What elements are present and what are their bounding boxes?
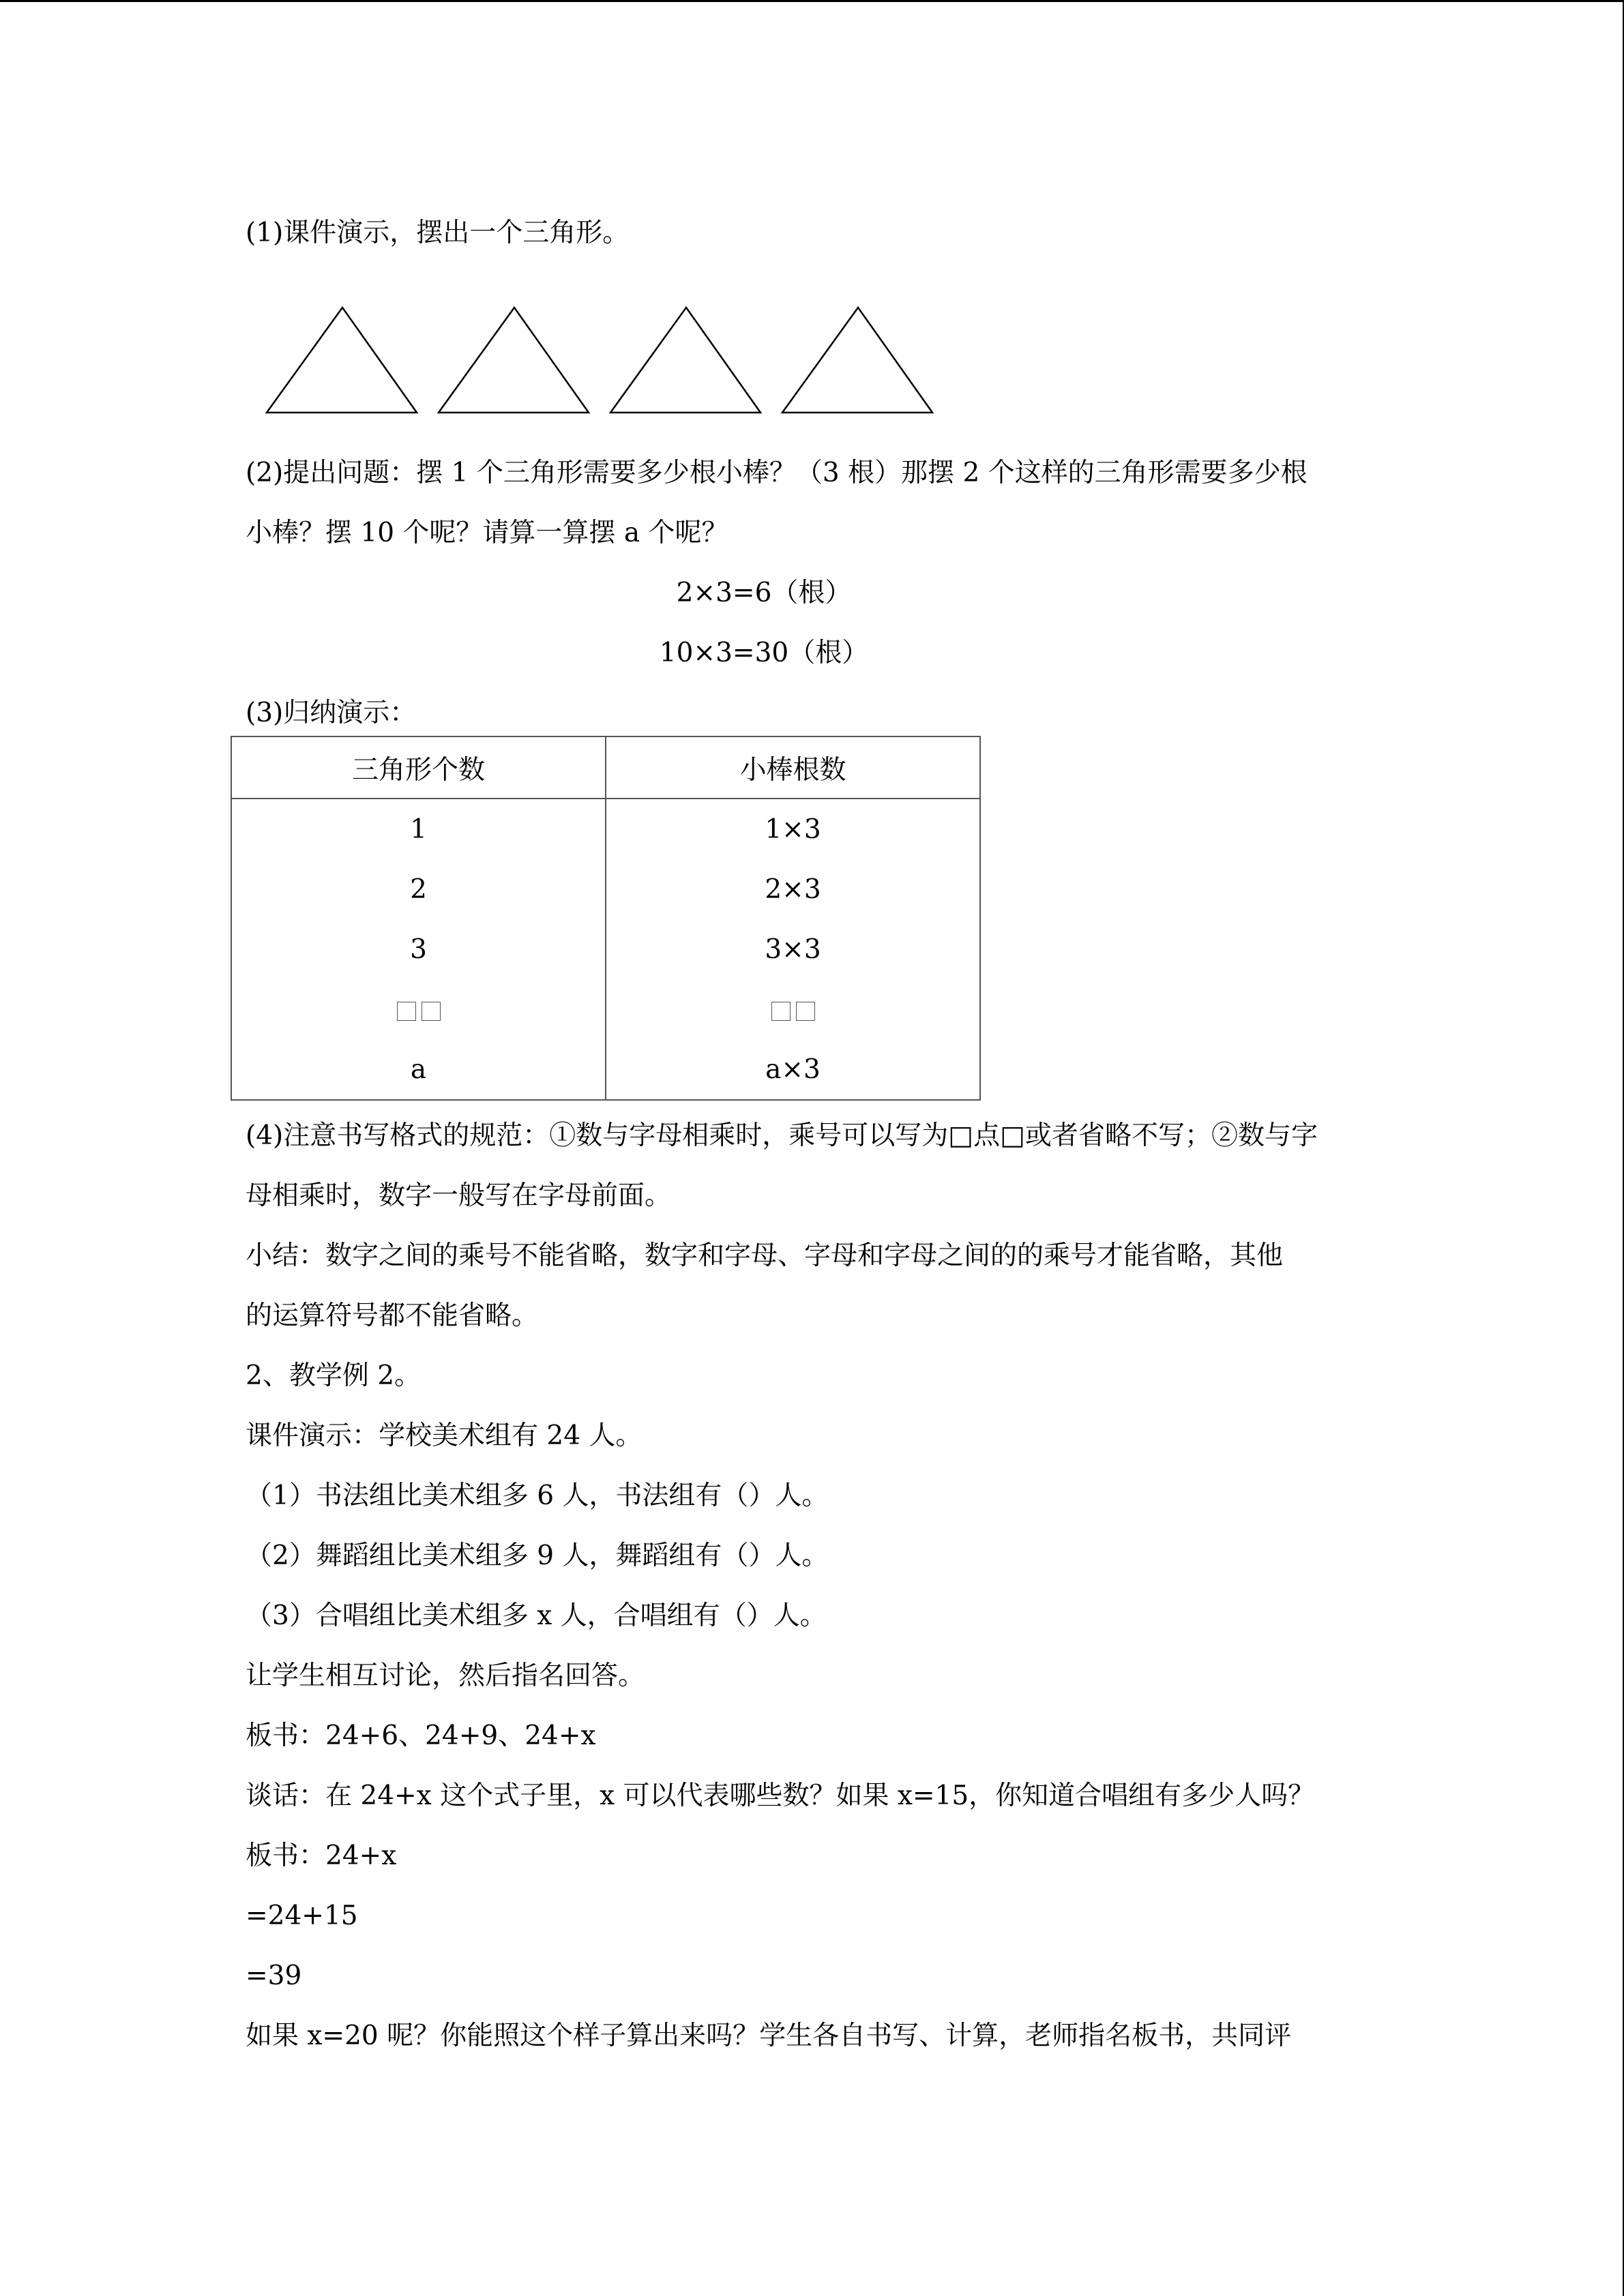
example-2-intro: 课件演示：学校美术组有 24 人。 (246, 1420, 643, 1451)
discussion-note: 让学生相互讨论，然后指名回答。 (246, 1660, 645, 1691)
table-cell: 1×3 (606, 799, 980, 859)
table-cell: 2×3 (606, 859, 980, 919)
table-cell: 1 (231, 799, 606, 859)
triangle-2 (439, 308, 589, 413)
paragraph-4-line-1: (4)注意书写格式的规范：①数与字母相乘时，乘号可以写为□点□或者省略不写；②数与字 (246, 1120, 1318, 1151)
table-cell: 2 (231, 859, 606, 919)
talk-note: 谈话：在 24+x 这个式子里，x 可以代表哪些数？如果 x=15，你知道合唱组有多少人吗？ (246, 1780, 1315, 1811)
calculation-step-1: =24+15 (246, 1900, 358, 1931)
paragraph-3: (3)归纳演示： (246, 698, 417, 728)
example-2-title: 2、教学例 2。 (246, 1360, 422, 1391)
board-note-2: 板书：24+x (246, 1840, 397, 1871)
placeholder-cell (231, 979, 606, 1039)
placeholder-box-icon (796, 1002, 815, 1021)
calculation-step-2: =39 (246, 1960, 302, 1991)
placeholder-box-icon (771, 1002, 791, 1021)
summary-line-1: 小结：数字之间的乘号不能省略，数字和字母、字母和字母之间的的乘号才能省略，其他 (246, 1240, 1284, 1271)
triangle-illustration (263, 300, 958, 423)
triangle-3 (610, 308, 761, 413)
table-row-placeholder (231, 979, 980, 1039)
table-header-row (231, 736, 980, 799)
table-cell: a×3 (606, 1039, 980, 1100)
table-row (231, 859, 980, 919)
question-2: （2）舞蹈组比美术组多 9 人，舞蹈组有（）人。 (246, 1540, 829, 1571)
summary-table (231, 736, 981, 1101)
triangle-4 (782, 308, 932, 413)
board-note-1: 板书：24+6、24+9、24+x (246, 1720, 596, 1751)
table-row (231, 1039, 980, 1100)
paragraph-2-line-1: (2)提出问题：摆 1 个三角形需要多少根小棒？（3 根）那摆 2 个这样的三角形需要多少根 (246, 458, 1308, 488)
equation-2: 10×3=30（根） (659, 638, 869, 668)
header-stick-count: 小棒根数 (606, 736, 980, 799)
table-cell: 3 (231, 919, 606, 979)
paragraph-4-line-2: 母相乘时，数字一般写在字母前面。 (246, 1180, 672, 1211)
table-cell: 3×3 (606, 919, 980, 979)
closing-paragraph: 如果 x=20 呢？你能照这个样子算出来吗？学生各自书写、计算，老师指名板书，共同评 (246, 2021, 1292, 2051)
table-cell: a (231, 1039, 606, 1100)
top-border (0, 0, 1624, 2)
question-3: （3）合唱组比美术组多 x 人，合唱组有（）人。 (246, 1600, 827, 1631)
equation-1: 2×3=6（根） (676, 578, 852, 608)
summary-line-2: 的运算符号都不能省略。 (246, 1300, 539, 1331)
table-row (231, 799, 980, 859)
paragraph-1: (1)课件演示，摆出一个三角形。 (246, 218, 630, 248)
question-1: （1）书法组比美术组多 6 人，书法组有（）人。 (246, 1480, 829, 1511)
table-row (231, 919, 980, 979)
paragraph-2-line-2: 小棒？摆 10 个呢？请算一算摆 a 个呢？ (246, 518, 728, 548)
triangle-1 (267, 308, 417, 413)
header-triangle-count: 三角形个数 (231, 736, 606, 799)
placeholder-box-icon (397, 1002, 416, 1021)
placeholder-box-icon (422, 1002, 441, 1021)
placeholder-cell (606, 979, 980, 1039)
